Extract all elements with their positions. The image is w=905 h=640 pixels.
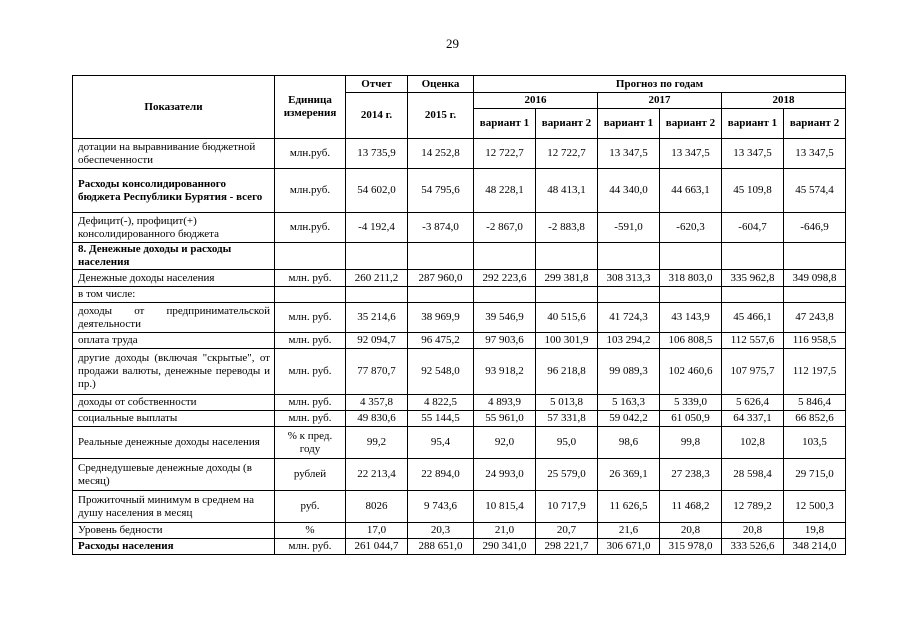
value-cell: 54 795,6: [408, 169, 474, 213]
value-cell: 28 598,4: [722, 459, 784, 491]
header-indicators: Показатели: [73, 76, 275, 139]
empty-cell: [474, 243, 536, 270]
value-cell: 95,4: [408, 427, 474, 459]
value-cell: 92,0: [474, 427, 536, 459]
value-cell: 8026: [346, 491, 408, 523]
value-cell: 13 347,5: [784, 139, 846, 169]
value-cell: 77 870,7: [346, 349, 408, 395]
value-cell: 5 626,4: [722, 395, 784, 411]
value-cell: 99,8: [660, 427, 722, 459]
value-cell: 47 243,8: [784, 303, 846, 333]
row-unit: млн. руб.: [275, 303, 346, 333]
value-cell: 12 722,7: [474, 139, 536, 169]
value-cell: 22 213,4: [346, 459, 408, 491]
table-row: [73, 523, 846, 539]
row-indicator: дотации на выравнивание бюджетной обеспеченности: [73, 139, 275, 169]
value-cell: 107 975,7: [722, 349, 784, 395]
value-cell: 45 466,1: [722, 303, 784, 333]
value-cell: 66 852,6: [784, 411, 846, 427]
value-cell: 43 143,9: [660, 303, 722, 333]
value-cell: 14 252,8: [408, 139, 474, 169]
row-indicator: Денежные доходы населения: [73, 270, 275, 287]
value-cell: 25 579,0: [536, 459, 598, 491]
row-indicator: Среднедушевые денежные доходы (в месяц): [73, 459, 275, 491]
value-cell: 93 918,2: [474, 349, 536, 395]
value-cell: 99 089,3: [598, 349, 660, 395]
table-row: [73, 303, 846, 333]
value-cell: 20,7: [536, 523, 598, 539]
header-estimate-year: 2015 г.: [408, 93, 474, 139]
value-cell: 44 340,0: [598, 169, 660, 213]
value-cell: 27 238,3: [660, 459, 722, 491]
value-cell: [346, 287, 408, 303]
value-cell: 102 460,6: [660, 349, 722, 395]
row-indicator: Прожиточный минимум в среднем на душу населения в месяц: [73, 491, 275, 523]
table-row: [73, 427, 846, 459]
row-indicator: социальные выплаты: [73, 411, 275, 427]
table-row: [73, 270, 846, 287]
value-cell: 290 341,0: [474, 539, 536, 555]
value-cell: 59 042,2: [598, 411, 660, 427]
value-cell: 55 144,5: [408, 411, 474, 427]
value-cell: 29 715,0: [784, 459, 846, 491]
value-cell: 5 013,8: [536, 395, 598, 411]
value-cell: 299 381,8: [536, 270, 598, 287]
table-row: [73, 395, 846, 411]
value-cell: 96 218,8: [536, 349, 598, 395]
header-variant-2: вариант 2: [784, 109, 846, 139]
value-cell: 112 197,5: [784, 349, 846, 395]
table-row: [73, 213, 846, 243]
empty-cell: [784, 243, 846, 270]
header-estimate: Оценка: [408, 76, 474, 93]
value-cell: -3 874,0: [408, 213, 474, 243]
value-cell: 44 663,1: [660, 169, 722, 213]
value-cell: 12 789,2: [722, 491, 784, 523]
empty-cell: [275, 243, 346, 270]
row-indicator: доходы от предпринимательской деятельности: [73, 303, 275, 333]
value-cell: 13 347,5: [660, 139, 722, 169]
value-cell: 39 546,9: [474, 303, 536, 333]
value-cell: 20,8: [722, 523, 784, 539]
value-cell: 57 331,8: [536, 411, 598, 427]
row-unit: млн. руб.: [275, 411, 346, 427]
row-unit: млн. руб.: [275, 539, 346, 555]
value-cell: 12 500,3: [784, 491, 846, 523]
row-indicator: Расходы консолидированного бюджета Республики Бурятия - всего: [73, 169, 275, 213]
header-variant-1: вариант 1: [722, 109, 784, 139]
row-unit: млн. руб.: [275, 270, 346, 287]
value-cell: 40 515,6: [536, 303, 598, 333]
row-indicator: в том числе:: [73, 287, 275, 303]
value-cell: 116 958,5: [784, 333, 846, 349]
value-cell: 5 339,0: [660, 395, 722, 411]
header-unit: Единица измерения: [275, 76, 346, 139]
row-indicator: доходы от собственности: [73, 395, 275, 411]
header-year-2016: 2016: [474, 93, 598, 109]
value-cell: 349 098,8: [784, 270, 846, 287]
row-unit: % к пред. году: [275, 427, 346, 459]
value-cell: 13 735,9: [346, 139, 408, 169]
row-unit: млн. руб.: [275, 395, 346, 411]
value-cell: 92 548,0: [408, 349, 474, 395]
row-unit: [275, 287, 346, 303]
value-cell: 26 369,1: [598, 459, 660, 491]
value-cell: [474, 287, 536, 303]
value-cell: 61 050,9: [660, 411, 722, 427]
value-cell: 64 337,1: [722, 411, 784, 427]
value-cell: [660, 287, 722, 303]
value-cell: 21,0: [474, 523, 536, 539]
row-indicator: Дефицит(-), профицит(+) консолидированного бюджета: [73, 213, 275, 243]
value-cell: 22 894,0: [408, 459, 474, 491]
value-cell: 55 961,0: [474, 411, 536, 427]
value-cell: 335 962,8: [722, 270, 784, 287]
row-unit: млн. руб.: [275, 349, 346, 395]
table-row: [73, 491, 846, 523]
value-cell: 92 094,7: [346, 333, 408, 349]
table-row: [73, 287, 846, 303]
value-cell: 48 228,1: [474, 169, 536, 213]
table-row: [73, 139, 846, 169]
empty-cell: [722, 243, 784, 270]
value-cell: 288 651,0: [408, 539, 474, 555]
header-year-2017: 2017: [598, 93, 722, 109]
value-cell: 292 223,6: [474, 270, 536, 287]
page-number: 29: [446, 36, 459, 51]
row-indicator: другие доходы (включая "скрытые", от продажи валюты, денежные переводы и пр.): [73, 349, 275, 395]
value-cell: 45 109,8: [722, 169, 784, 213]
value-cell: 24 993,0: [474, 459, 536, 491]
value-cell: 98,6: [598, 427, 660, 459]
row-unit: млн. руб.: [275, 333, 346, 349]
row-indicator: Расходы населения: [73, 539, 275, 555]
value-cell: 306 671,0: [598, 539, 660, 555]
row-indicator: Уровень бедности: [73, 523, 275, 539]
value-cell: 12 722,7: [536, 139, 598, 169]
value-cell: [536, 287, 598, 303]
value-cell: 97 903,6: [474, 333, 536, 349]
header-year-2018: 2018: [722, 93, 846, 109]
value-cell: 106 808,5: [660, 333, 722, 349]
table-row: [73, 243, 846, 270]
value-cell: 260 211,2: [346, 270, 408, 287]
value-cell: 333 526,6: [722, 539, 784, 555]
value-cell: 13 347,5: [598, 139, 660, 169]
value-cell: [722, 287, 784, 303]
row-unit: млн.руб.: [275, 139, 346, 169]
value-cell: 261 044,7: [346, 539, 408, 555]
value-cell: 17,0: [346, 523, 408, 539]
row-unit: рублей: [275, 459, 346, 491]
value-cell: 287 960,0: [408, 270, 474, 287]
value-cell: 13 347,5: [722, 139, 784, 169]
value-cell: 35 214,6: [346, 303, 408, 333]
value-cell: 4 357,8: [346, 395, 408, 411]
value-cell: 308 313,3: [598, 270, 660, 287]
value-cell: 298 221,7: [536, 539, 598, 555]
value-cell: 54 602,0: [346, 169, 408, 213]
empty-cell: [598, 243, 660, 270]
table-row: [73, 169, 846, 213]
value-cell: 20,3: [408, 523, 474, 539]
value-cell: 95,0: [536, 427, 598, 459]
row-indicator: Реальные денежные доходы населения: [73, 427, 275, 459]
table-row: [73, 539, 846, 555]
value-cell: 10 717,9: [536, 491, 598, 523]
value-cell: 41 724,3: [598, 303, 660, 333]
value-cell: 38 969,9: [408, 303, 474, 333]
value-cell: [598, 287, 660, 303]
empty-cell: [346, 243, 408, 270]
value-cell: 4 893,9: [474, 395, 536, 411]
section-title: 8. Денежные доходы и расходы населения: [73, 243, 275, 270]
table-row: [73, 333, 846, 349]
value-cell: 48 413,1: [536, 169, 598, 213]
value-cell: 315 978,0: [660, 539, 722, 555]
table-row: [73, 411, 846, 427]
value-cell: [408, 287, 474, 303]
value-cell: 103,5: [784, 427, 846, 459]
value-cell: 5 846,4: [784, 395, 846, 411]
value-cell: 100 301,9: [536, 333, 598, 349]
value-cell: -604,7: [722, 213, 784, 243]
value-cell: 9 743,6: [408, 491, 474, 523]
header-forecast: Прогноз по годам: [474, 76, 846, 93]
value-cell: 318 803,0: [660, 270, 722, 287]
value-cell: 45 574,4: [784, 169, 846, 213]
header-report-year: 2014 г.: [346, 93, 408, 139]
value-cell: 348 214,0: [784, 539, 846, 555]
empty-cell: [660, 243, 722, 270]
row-unit: %: [275, 523, 346, 539]
value-cell: [784, 287, 846, 303]
header-variant-2: вариант 2: [660, 109, 722, 139]
value-cell: -646,9: [784, 213, 846, 243]
row-unit: руб.: [275, 491, 346, 523]
value-cell: 20,8: [660, 523, 722, 539]
value-cell: -4 192,4: [346, 213, 408, 243]
header-report: Отчет: [346, 76, 408, 93]
value-cell: 49 830,6: [346, 411, 408, 427]
empty-cell: [536, 243, 598, 270]
header-variant-2: вариант 2: [536, 109, 598, 139]
value-cell: 11 626,5: [598, 491, 660, 523]
value-cell: 103 294,2: [598, 333, 660, 349]
value-cell: 19,8: [784, 523, 846, 539]
row-unit: млн.руб.: [275, 213, 346, 243]
value-cell: 21,6: [598, 523, 660, 539]
row-indicator: оплата труда: [73, 333, 275, 349]
value-cell: 99,2: [346, 427, 408, 459]
table-row: [73, 349, 846, 395]
value-cell: 96 475,2: [408, 333, 474, 349]
value-cell: -2 883,8: [536, 213, 598, 243]
value-cell: -591,0: [598, 213, 660, 243]
value-cell: 4 822,5: [408, 395, 474, 411]
value-cell: 102,8: [722, 427, 784, 459]
table-row: [73, 459, 846, 491]
value-cell: 10 815,4: [474, 491, 536, 523]
header-variant-1: вариант 1: [598, 109, 660, 139]
value-cell: 11 468,2: [660, 491, 722, 523]
value-cell: 5 163,3: [598, 395, 660, 411]
value-cell: -2 867,0: [474, 213, 536, 243]
header-variant-1: вариант 1: [474, 109, 536, 139]
row-unit: млн.руб.: [275, 169, 346, 213]
forecast-table: [72, 75, 846, 555]
empty-cell: [408, 243, 474, 270]
value-cell: 112 557,6: [722, 333, 784, 349]
value-cell: -620,3: [660, 213, 722, 243]
